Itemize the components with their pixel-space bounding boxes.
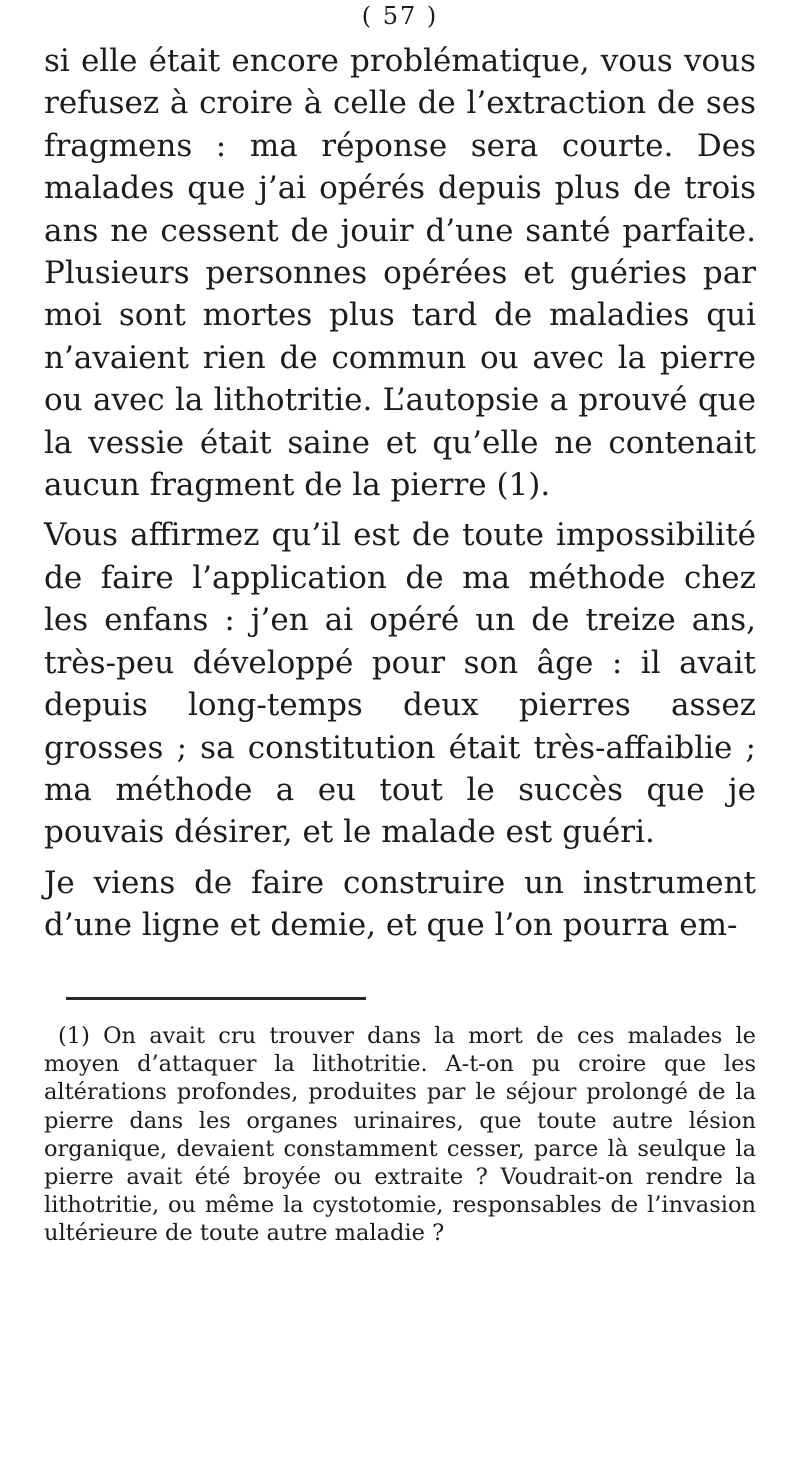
footnote-separator (66, 997, 366, 1000)
paragraph-3: Je viens de faire construire un instrument d’une ligne et demie, et que l’on pourra em- (44, 864, 756, 944)
main-text (44, 40, 756, 947)
page-number: ( 57 ) (361, 2, 439, 30)
footnote: (1) On avait cru trouver dans la mort de ces malades le moyen d’attaquer la lithotritie. A-t-on pu croire que les altérations profondes, produites par le séjour prolongé de la pierre dans les organes urinaires, que toute autre lésion organique, devaient constamment cesser, parce là seulque la pierre avait été broyée ou extraite ? Voudrait-on rendre la lithotritie, ou même la cystotomie, responsables de l’invasion ultérieure de toute autre maladie ? (44, 1023, 756, 1247)
paragraph-1: si elle était encore problématique, vous vous refusez à croire à celle de l’extraction de ses fragmens : ma réponse sera courte. Des malades que j’ai opérés depuis plus de trois ans ne cessent de jouir d’une santé parfaite. Plusieurs personnes opérées et guéries par moi sont mortes plus tard de maladies qui n’avaient rien de commun ou avec la pierre ou avec la lithotritie. L’autopsie a prouvé que la vessie était saine et qu’elle ne contenait aucun fragment de la pierre (1). (44, 43, 756, 504)
paragraph-2: Vous affirmez qu’il est de toute impossibilité de faire l’application de ma méthode chez les enfans : j’en ai opéré un de treize ans, très-peu développé pour son âge : il avait depuis long-temps deux pierres assez grosses ; sa constitution était très-affaiblie ; ma méthode a eu tout le succès que je pouvais désirer, et le malade est guéri. (44, 517, 756, 851)
